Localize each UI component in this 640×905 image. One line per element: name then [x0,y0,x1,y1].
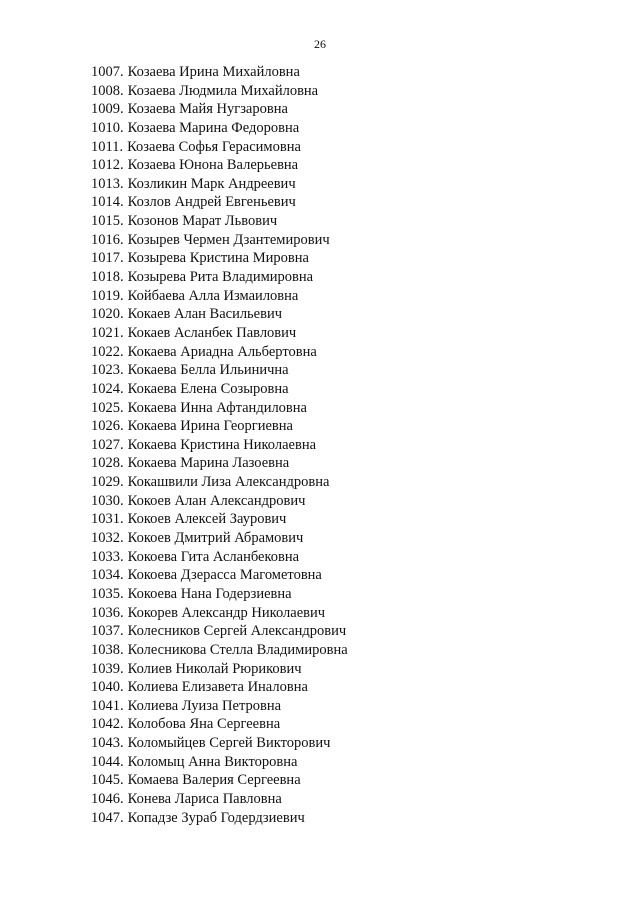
list-item [91,100,611,119]
entry-name: Колесникова Стелла Владимировна [127,641,348,658]
list-item [91,343,611,362]
entry-name: Кокоева Дзерасса Магометовна [127,567,322,584]
entry-name: Комаева Валерия Сергеевна [127,772,301,789]
list-item [91,529,611,548]
entry-number: 1028. [91,455,124,472]
entry-name: Кокаева Ариадна Альбертовна [127,343,317,360]
entry-name: Кокаева Марина Лазоевна [127,455,290,472]
entry-name: Козаева Софья Герасимовна [127,138,301,155]
entry-number: 1038. [91,641,124,658]
entry-name: Кокаев Асланбек Павлович [127,324,297,341]
entry-number: 1040. [91,679,124,696]
entry-number: 1036. [91,604,124,621]
list-item [91,175,611,194]
entry-number: 1030. [91,492,124,509]
list-item [91,361,611,380]
entry-name: Козлов Андрей Евгеньевич [127,194,296,211]
list-item [91,268,611,287]
list-item [91,753,611,772]
entry-number: 1031. [91,511,124,528]
entry-name: Кокаев Алан Васильевич [127,306,283,323]
entry-name: Кокаева Елена Созыровна [127,380,289,397]
list-item [91,417,611,436]
entry-name: Кокоева Гита Асланбековна [127,548,300,565]
page-number: 26 [314,37,326,51]
list-item [91,324,611,343]
entry-number: 1019. [91,287,124,304]
list-item [91,212,611,231]
entry-name: Кокаева Кристина Николаевна [127,436,317,453]
entry-name: Колесников Сергей Александрович [127,623,347,640]
list-item [91,473,611,492]
list-item [91,715,611,734]
entry-number: 1013. [91,175,124,192]
entry-number: 1045. [91,772,124,789]
entry-number: 1009. [91,101,124,118]
list-item [91,380,611,399]
entry-number: 1037. [91,623,124,640]
entry-number: 1024. [91,380,124,397]
entry-number: 1007. [91,64,124,80]
entry-name: Колиева Елизавета Иналовна [127,679,308,696]
entry-number: 1027. [91,436,124,453]
entry-number: 1034. [91,567,124,584]
entry-name: Козырева Рита Владимировна [127,269,314,286]
entry-number: 1020. [91,306,124,323]
list-item [91,771,611,790]
entry-name: Козаева Людмила Михайловна [127,82,319,99]
entry-number: 1025. [91,399,124,416]
list-item [91,697,611,716]
entry-number: 1032. [91,530,124,547]
entry-name: Конева Лариса Павловна [127,790,282,807]
name-list [91,63,611,827]
entry-number: 1041. [91,697,124,714]
entry-name: Козонов Марат Львович [127,213,278,230]
entry-name: Койбаева Алла Измаиловна [127,287,299,304]
entry-number: 1011. [91,138,124,155]
list-item [91,622,611,641]
entry-name: Кокаева Ирина Георгиевна [127,418,293,435]
list-item [91,287,611,306]
entry-number: 1026. [91,418,124,435]
list-item [91,119,611,138]
entry-number: 1018. [91,269,124,286]
list-item [91,510,611,529]
list-item [91,790,611,809]
entry-name: Козырева Кристина Мировна [127,250,309,267]
entry-number: 1008. [91,82,124,99]
entry-number: 1022. [91,343,124,360]
list-item [91,566,611,585]
entry-name: Кокоев Алексей Заурович [127,511,287,528]
list-item [91,305,611,324]
entry-name: Козаева Майя Нугзаровна [127,101,288,118]
entry-number: 1043. [91,735,124,752]
list-item [91,660,611,679]
entry-name: Козаева Ирина Михайловна [127,64,300,80]
entry-number: 1021. [91,324,124,341]
entry-number: 1015. [91,213,124,230]
list-item [91,678,611,697]
entry-name: Кокоева Нана Годерзиевна [127,585,292,602]
list-item [91,436,611,455]
entry-name: Кокорев Александр Николаевич [127,604,326,621]
list-item [91,641,611,660]
entry-name: Колиев Николай Рюрикович [127,660,302,677]
list-item [91,82,611,101]
list-item [91,231,611,250]
list-item [91,193,611,212]
list-item [91,156,611,175]
entry-name: Козликин Марк Андреевич [127,175,296,192]
entry-name: Коломыц Анна Викторовна [127,753,298,770]
entry-name: Козаева Юнона Валерьевна [127,157,299,174]
entry-number: 1047. [91,809,124,826]
entry-name: Кокаева Белла Ильинична [127,362,289,379]
entry-number: 1042. [91,716,124,733]
entry-number: 1029. [91,474,124,491]
list-item [91,809,611,828]
list-item [91,585,611,604]
entry-name: Кокаева Инна Афтандиловна [127,399,307,416]
entry-name: Козырев Чермен Дзантемирович [127,231,330,248]
entry-name: Кокоев Алан Александрович [127,492,306,509]
entry-name: Козаева Марина Федоровна [127,119,300,136]
list-item [91,604,611,623]
list-item [91,399,611,418]
entry-number: 1033. [91,548,124,565]
entry-name: Кокашвили Лиза Александровна [127,474,330,491]
entry-name: Колиева Луиза Петровна [127,697,282,714]
entry-number: 1014. [91,194,124,211]
entry-number: 1012. [91,157,124,174]
list-item [91,454,611,473]
list-item [91,548,611,567]
entry-name: Колобова Яна Сергеевна [127,716,281,733]
entry-number: 1039. [91,660,124,677]
entry-number: 1016. [91,231,124,248]
entry-number: 1010. [91,119,124,136]
list-item [91,249,611,268]
list-item [91,734,611,753]
list-item [91,63,611,82]
list-item [91,492,611,511]
entry-name: Копадзе Зураб Годердзиевич [127,809,305,826]
entry-name: Кокоев Дмитрий Абрамович [127,530,304,547]
entry-number: 1035. [91,585,124,602]
entry-name: Коломыйцев Сергей Викторович [127,735,331,752]
entry-number: 1023. [91,362,124,379]
list-item [91,138,611,157]
entry-number: 1046. [91,790,124,807]
entry-number: 1044. [91,753,124,770]
entry-number: 1017. [91,250,124,267]
